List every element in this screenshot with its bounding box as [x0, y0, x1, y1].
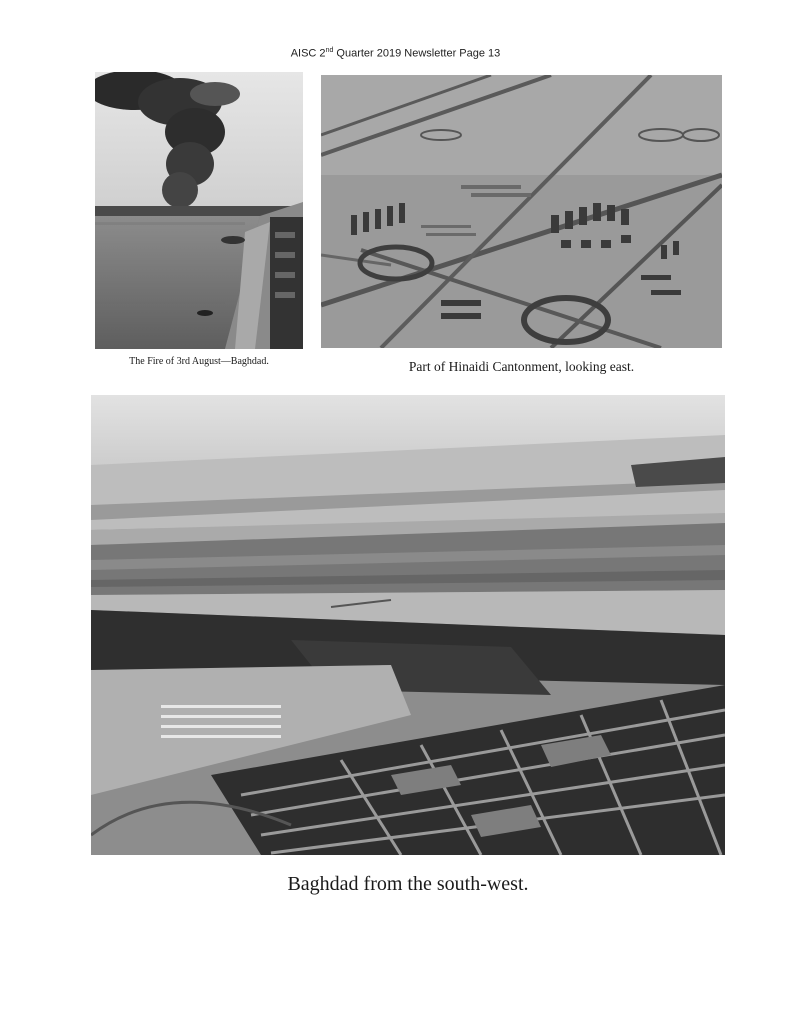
baghdad-photo-caption: Baghdad from the south-west. [287, 873, 529, 895]
fire-photo [95, 72, 303, 349]
header-suffix: Quarter 2019 Newsletter Page 13 [333, 47, 501, 60]
page-header [0, 47, 791, 60]
header-prefix: AISC 2 [290, 47, 326, 60]
header-superscript: nd [325, 47, 334, 54]
hinaidi-cantonment-photo [321, 75, 722, 348]
fire-photo-caption: The Fire of 3rd August—Baghdad. [129, 356, 269, 367]
baghdad-aerial-photo [91, 395, 725, 855]
hinaidi-photo-caption: Part of Hinaidi Cantonment, looking east. [408, 359, 635, 374]
